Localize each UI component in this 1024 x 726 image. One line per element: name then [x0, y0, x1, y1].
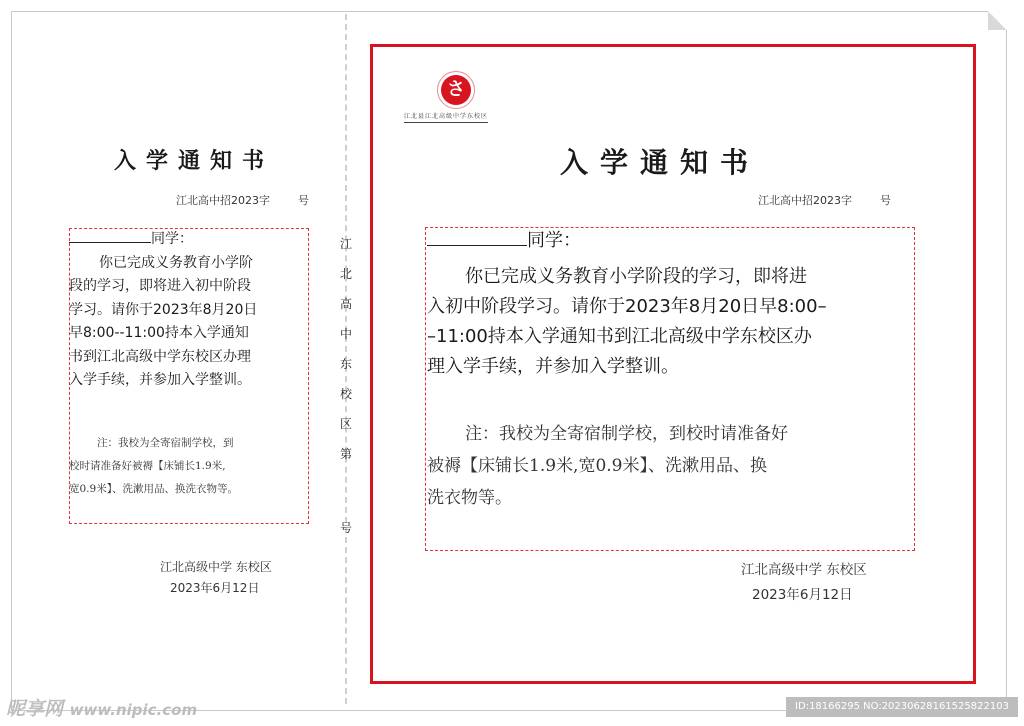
notice-note-line: 注：我校为全寄宿制学校，到校时请准备好: [465, 424, 788, 444]
vertical-char: 第: [339, 447, 352, 461]
notice-note: [427, 418, 913, 514]
notice-paragraph-line: 理入学手续，并参加入学整训。: [427, 356, 679, 377]
vertical-char: 中: [339, 327, 352, 341]
watermark-brand: 昵享网 www.nipic.com: [6, 698, 198, 720]
notice-body: [427, 226, 913, 382]
stub-paragraph-line: 段的学习，即将进入初中阶段: [69, 278, 251, 294]
stub-paragraph-line: 你已完成义务教育小学阶: [99, 254, 253, 271]
stub-school-name: 江北高级中学 东校区: [160, 560, 272, 574]
stub-paragraph-line: 入学手续，并参加入学整训。: [69, 372, 251, 388]
name-blank: [69, 242, 151, 243]
school-name-banner: 江北县江北高级中学东校区: [404, 111, 488, 123]
notice-paragraph-line: 你已完成义务教育小学阶段的学习，即将进: [465, 266, 807, 287]
vertical-char: 江: [339, 237, 352, 251]
notice-note-line: 被褥【床铺长1.9米,宽0.9米】、洗漱用品、换: [427, 456, 767, 476]
vertical-char: 区: [339, 417, 352, 431]
vertical-char: 校: [339, 387, 352, 401]
notice-title: 入学通知书: [560, 146, 761, 179]
notice-school-name: 江北高级中学 东校区: [741, 562, 867, 578]
notice-date: 2023年6月12日: [752, 587, 853, 603]
watermark-id: ID:18166295 NO:20230628161525822103: [786, 697, 1018, 717]
stub-paragraph-line: 早8:00--11:00持本入学通知: [69, 325, 249, 341]
stub-reference-number: 江北高中招2023字 号: [176, 194, 309, 207]
vertical-char: 高: [339, 297, 352, 311]
stub-body: [69, 228, 305, 393]
school-logo: さ: [441, 75, 471, 105]
stub-paragraph-line: 书到江北高级中学东校区办理: [69, 348, 251, 365]
notice-reference-number: 江北高中招2023字 号: [758, 194, 891, 207]
stub-note-line: 宽0.9米】、洗漱用品、换洗衣物等。: [69, 483, 238, 495]
vertical-char: 北: [339, 267, 352, 281]
stub-vertical-serial: [336, 229, 356, 543]
stub-date: 2023年6月12日: [170, 581, 260, 595]
stub-note-line: 校时请准备好被褥【床铺长1.9米,: [69, 460, 226, 472]
page-corner-fold: [988, 11, 1007, 30]
stub-salutation: 同学：: [69, 228, 305, 252]
notice-salutation: 同学：: [427, 226, 913, 256]
vertical-char: 东: [339, 357, 352, 371]
notice-paragraph-line: 入初中阶段学习。请你于2023年8月20日早8:00–: [427, 296, 827, 317]
stub-note-line: 注：我校为全寄宿制学校，到: [97, 437, 234, 449]
vertical-char: 号: [339, 521, 352, 535]
watermark-url: www.nipic.com: [69, 701, 198, 719]
stub-paragraph-line: 学习。请你于2023年8月20日: [69, 301, 258, 318]
notice-paragraph-line: –11:00持本入学通知书到江北高级中学东校区办: [427, 326, 812, 347]
stub-title: 入学通知书: [114, 149, 275, 174]
notice-note-line: 洗衣物等。: [427, 488, 512, 508]
stub-note: [69, 432, 307, 501]
name-blank: [427, 245, 527, 246]
